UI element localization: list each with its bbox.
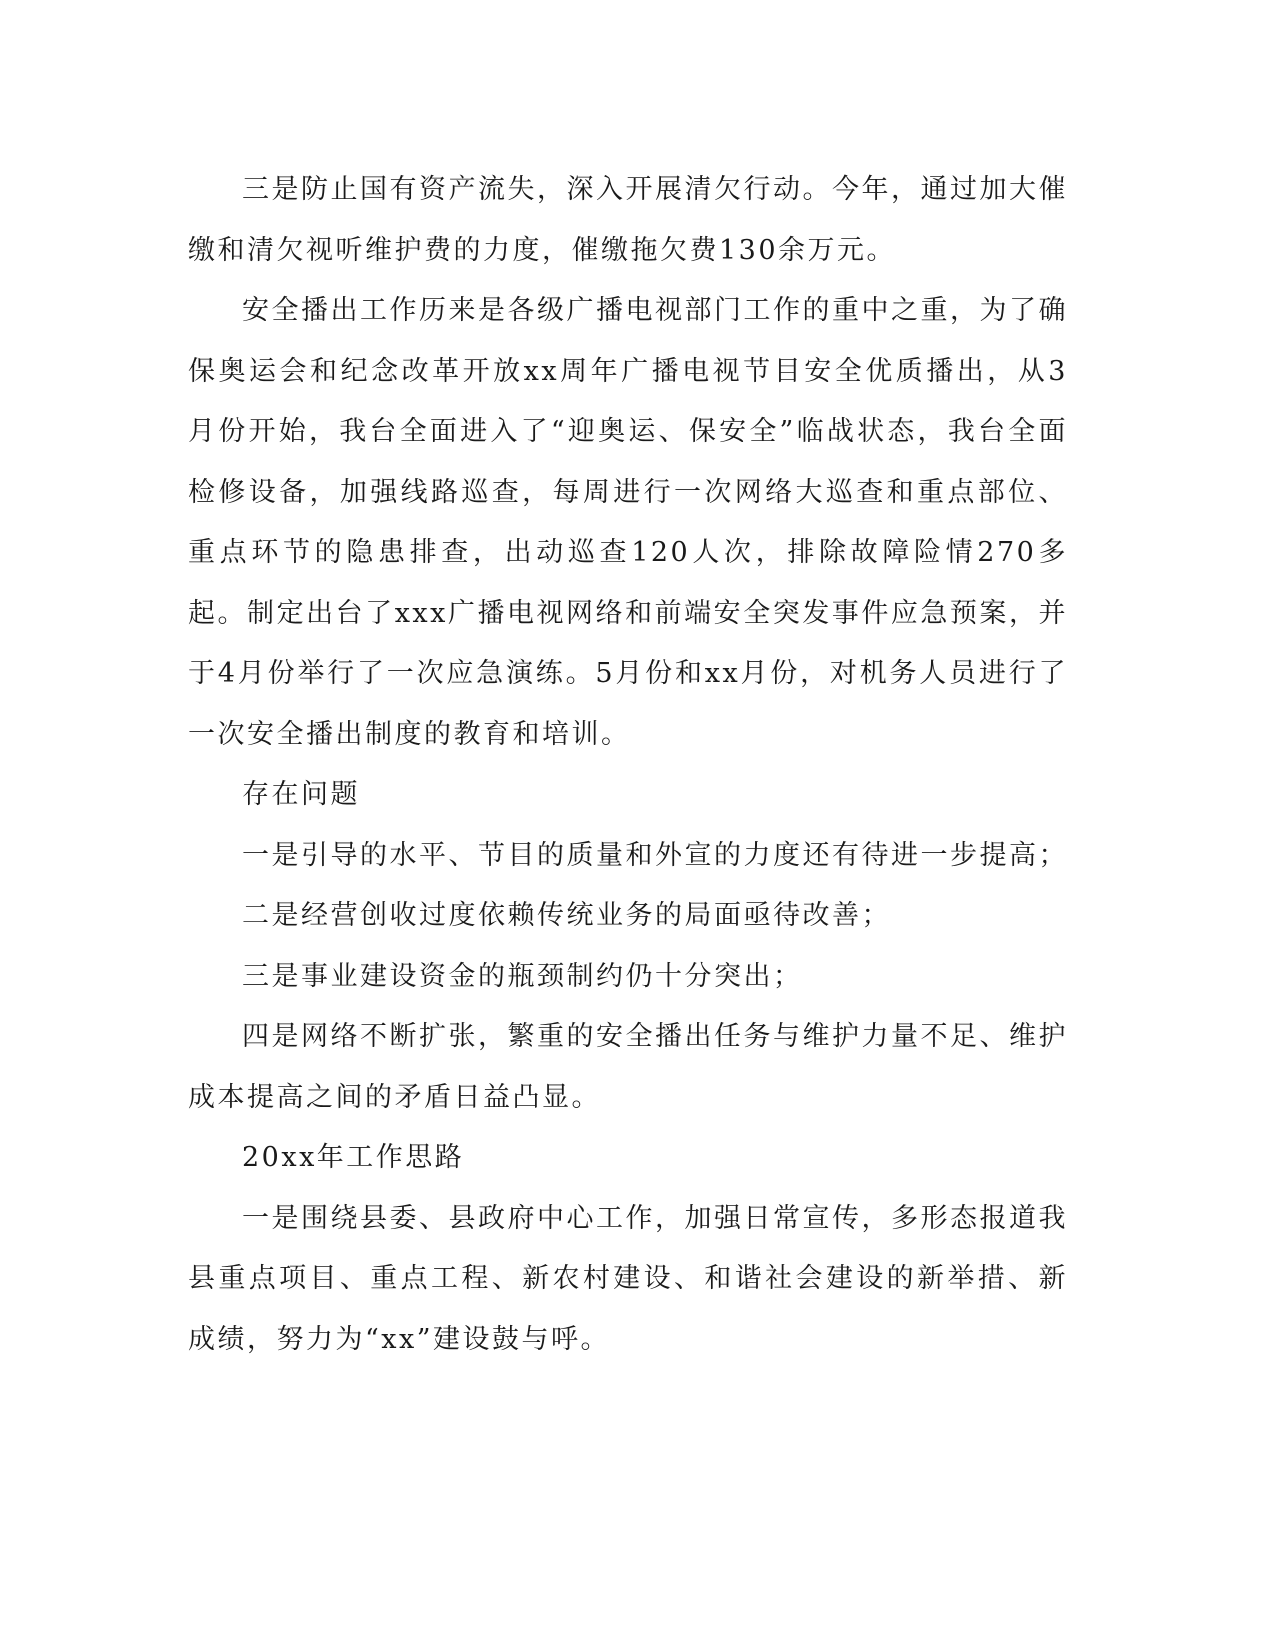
problem-item: 四是网络不断扩张，繁重的安全播出任务与维护力量不足、维护成本提高之间的矛盾日益凸显。 xyxy=(188,1021,1068,1113)
plan-item: 一是围绕县委、县政府中心工作，加强日常宣传，多形态报道我县重点项目、重点工程、新农村建设、和谐社会建设的新举措、新成绩，努力为“xx”建设鼓与呼。 xyxy=(188,1202,1068,1355)
problem-item: 二是经营创收过度依赖传统业务的局面亟待改善； xyxy=(242,900,891,931)
problem-item: 三是事业建设资金的瓶颈制约仍十分突出； xyxy=(242,960,803,992)
heading-work-plan: 20xx年工作思路 xyxy=(242,1142,465,1173)
paragraph-asset-recovery: 三是防止国有资产流失，深入开展清欠行动。今年，通过加大催缴和清欠视听维护费的力度，催缴拖欠费130余万元。 xyxy=(188,174,1068,266)
heading-problems: 存在问题 xyxy=(242,779,360,810)
document-body xyxy=(188,160,1068,1370)
paragraph-safe-broadcast: 安全播出工作历来是各级广播电视部门工作的重中之重，为了确保奥运会和纪念改革开放xx周年广播电视节目安全优质播出，从3月份开始，我台全面进入了“迎奥运、保安全”临战状态，我台全面检修设备，加强线路巡查，每周进行一次网络大巡查和重点部位、重点环节的隐患排查，出动巡查120人次，排除故障险情270多起。制定出台了xxx广播电视网络和前端安全突发事件应急预案，并于4月份举行了一次应急演练。5月份和xx月份，对机务人员进行了一次安全播出制度的教育和培训。 xyxy=(188,295,1068,750)
problem-item: 一是引导的水平、节目的质量和外宣的力度还有待进一步提高； xyxy=(242,839,1068,871)
